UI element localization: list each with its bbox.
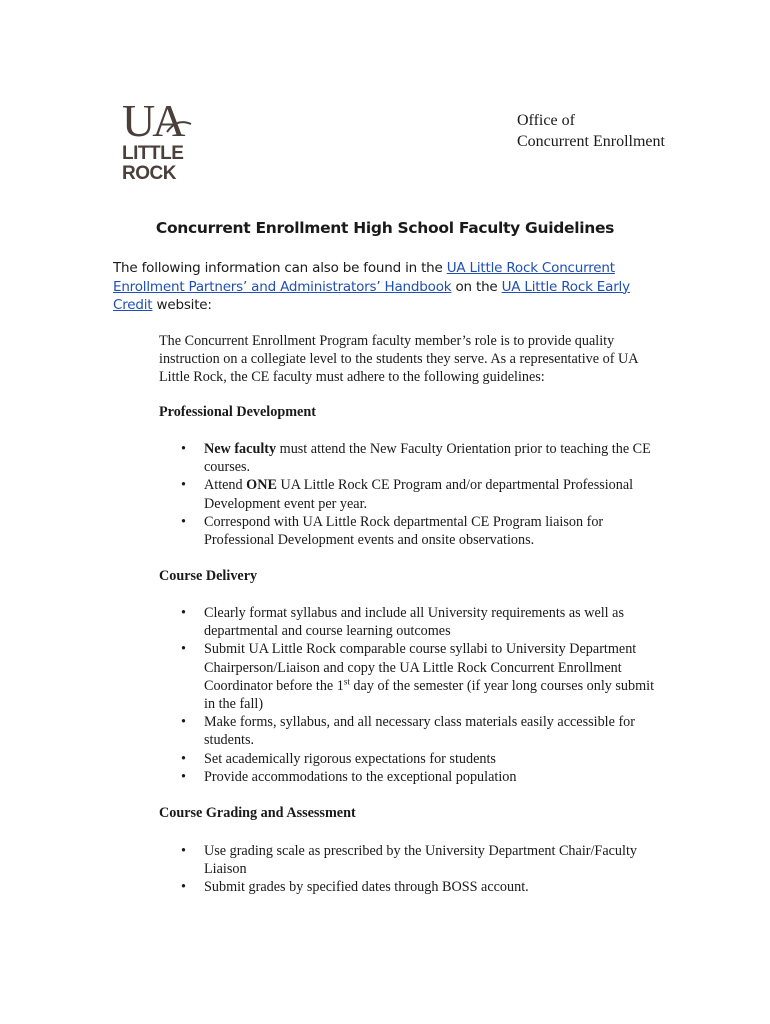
superscript: st [343, 676, 350, 687]
list-item [159, 640, 659, 713]
heading-course-delivery: Course Delivery [159, 568, 258, 584]
list-item [159, 476, 659, 512]
intro-paragraph [113, 259, 653, 315]
course-grading-list [159, 842, 659, 897]
intro-text-3: website: [152, 297, 212, 313]
item-text: Attend [204, 477, 247, 494]
item-text: UA Little Rock CE Program and/or departmental Professional Development event per year. [204, 477, 634, 512]
bold-text: ONE [246, 477, 277, 494]
document-title: Concurrent Enrollment High School Faculty Guidelines [155, 219, 615, 237]
item-text: Submit UA Little Rock comparable course syllabi to University Department Chairperson/Liaison and copy the UA Little Rock Concurrent Enrollment Coordinator before the 1 [204, 641, 637, 694]
role-paragraph: The Concurrent Enrollment Program faculty member’s role is to provide quality instruction on a collegiate level to the students they serve. As a representative of UA Little Rock, the CE faculty must adhere to the following guidelines: [159, 333, 638, 386]
list-item: • Clearly format syllabus and include all University requirements as well as departmental and course learning outcomes [159, 604, 659, 640]
list-item: • Provide accommodations to the exceptional population [159, 768, 659, 786]
list-item [159, 440, 659, 476]
item-text: day of the semester (if year long courses only submit in the fall) [204, 677, 655, 713]
heading-professional-development: Professional Development [159, 404, 316, 420]
list-item: • Make forms, syllabus, and all necessary class materials easily accessible for students. [159, 713, 659, 749]
ua-little-rock-logo [122, 95, 196, 184]
course-delivery-list [159, 604, 659, 786]
office-header [517, 110, 665, 152]
list-item: • Set academically rigorous expectations for students [159, 750, 659, 768]
bold-text: New faculty [204, 441, 277, 457]
office-line-2: Concurrent Enrollment [517, 133, 665, 150]
logo-little-text: LITTLE [122, 143, 184, 164]
item-text: must attend the New Faculty Orientation prior to teaching the CE courses. [204, 441, 651, 476]
list-item: • Use grading scale as prescribed by the University Department Chair/Faculty Liaison [159, 842, 659, 878]
intro-text-1: The following information can also be found in the [113, 260, 447, 276]
logo-swoosh-icon [166, 120, 192, 134]
early-credit-link[interactable]: UA Little Rock Early Credit [113, 278, 630, 313]
professional-development-list [159, 440, 659, 549]
list-item: • Submit grades by specified dates through BOSS account. [159, 878, 659, 896]
office-line-1: Office of [517, 112, 575, 129]
handbook-link[interactable]: UA Little Rock Concurrent Enrollment Partners’ and Administrators’ Handbook [113, 260, 615, 295]
intro-text-2: on the [451, 278, 502, 295]
heading-course-grading: Course Grading and Assessment [159, 805, 356, 821]
logo-rock-text: ROCK [122, 163, 176, 184]
logo-ua-mark [122, 95, 196, 146]
logo-ua-text: UA [122, 95, 183, 146]
list-item: • Correspond with UA Little Rock departmental CE Program liaison for Professional Development events and onsite observations. [159, 513, 659, 549]
